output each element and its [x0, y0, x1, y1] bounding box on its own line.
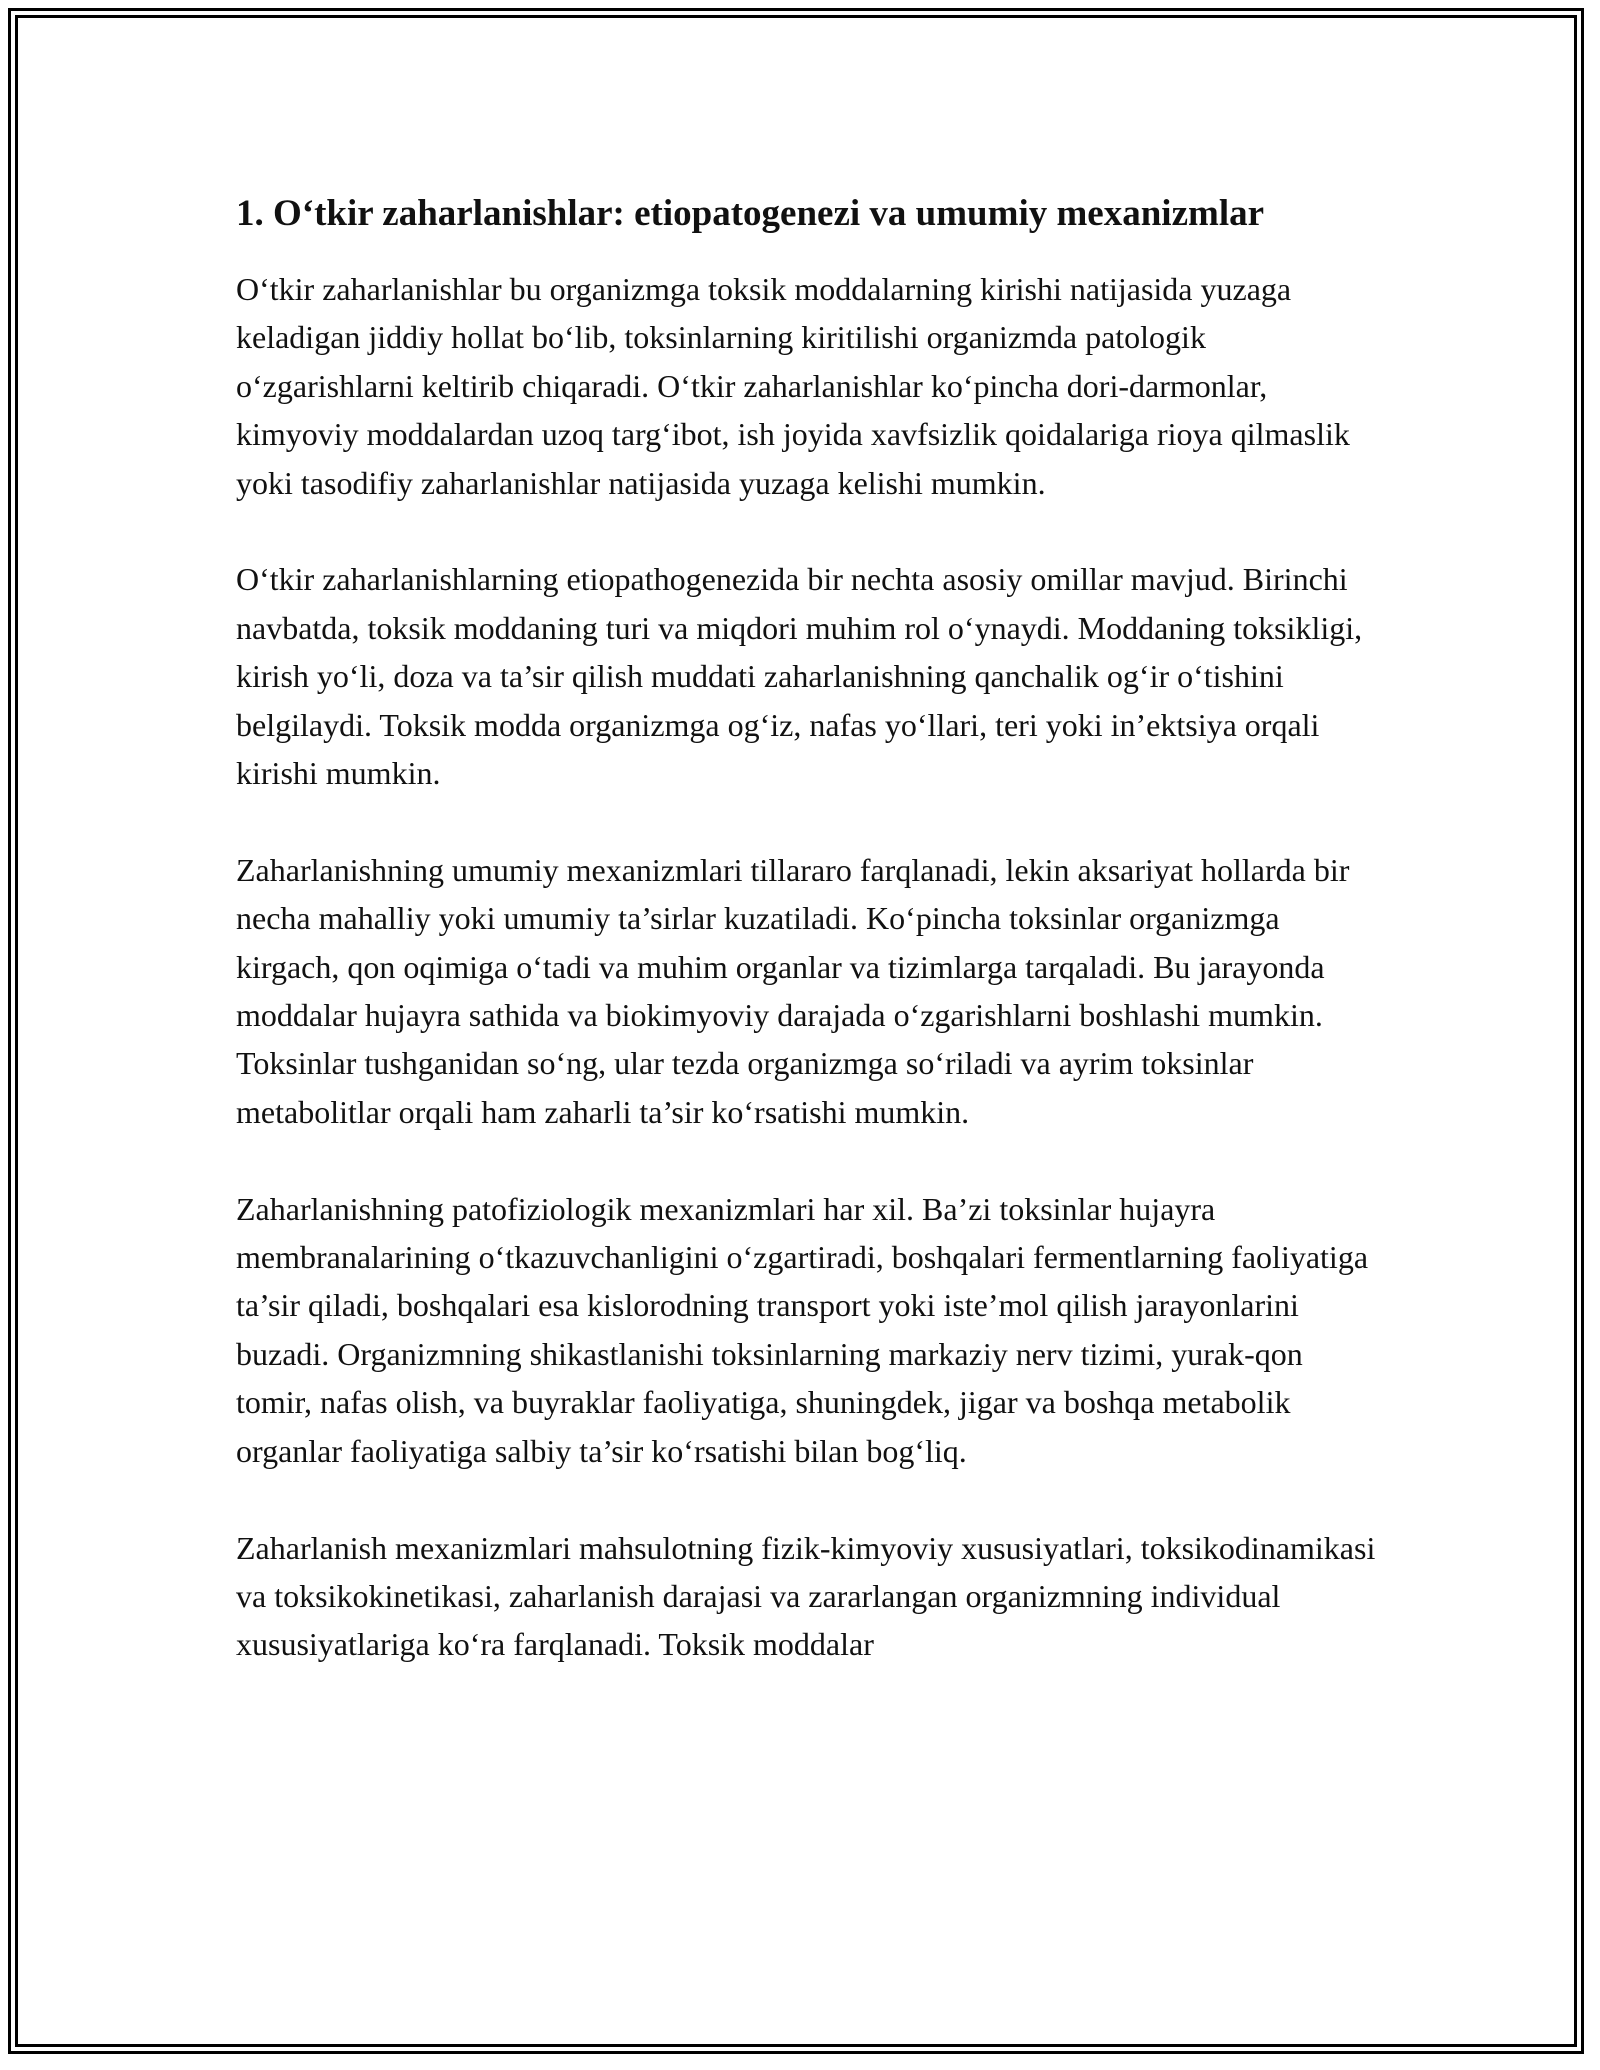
section-heading: 1. O‘tkir zaharlanishlar: etiopatogenezi va umumiy mexanizmlar	[236, 193, 1265, 234]
paragraph-1: O‘tkir zaharlanishlar bu organizmga toksik moddalarning kirishi natijasida yuzaga keladigan jiddiy hollat bo‘lib, toksinlarning kiritilishi organizmda patologik o‘zgarishlarni keltirib chiqaradi. O‘tkir zaharlanishlar ko‘pincha dori-darmonlar, kimyoviy moddalardan uzoq targ‘ibot, ish joyida xavfsizlik qoidalariga rioya qilmaslik yoki tasodifiy zaharlanishlar natijasida yuzaga kelishi mumkin.	[236, 271, 1350, 501]
document-body	[236, 186, 1376, 1717]
paragraph-4: Zaharlanishning patofiziologik mexanizmlari har xil. Ba’zi toksinlar hujayra membranalarining o‘tkazuvchanligini o‘zgartiradi, boshqalari fermentlarning faoliyatiga ta’sir qiladi, boshqalari esa kislorodning transport yoki iste’mol qilish jarayonlarini buzadi. Organizmning shikastlanishi toksinlarning markaziy nerv tizimi, yurak-qon tomir, nafas olish, va buyraklar faoliyatiga, shuningdek, jigar va boshqa metabolik organlar faoliyatiga salbiy ta’sir ko‘rsatishi bilan bog‘liq.	[236, 1190, 1369, 1469]
paragraph-5: Zaharlanish mexanizmlari mahsulotning fizik-kimyoviy xususiyatlari, toksikodinamikasi va toksikokinetikasi, zaharlanish darajasi va zararlangan organizmning individual xususiyatlariga ko‘ra farqlanadi. Toksik moddalar	[236, 1529, 1376, 1663]
paragraph-2: O‘tkir zaharlanishlarning etiopathogenezida bir nechta asosiy omillar mavjud. Birinchi navbatda, toksik moddaning turi va miqdori muhim rol o‘ynaydi. Moddaning toksikligi, kirish yo‘li, doza va ta’sir qilish muddati zaharlanishning qanchalik og‘ir o‘tishini belgilaydi. Toksik modda organizmga og‘iz, nafas yo‘llari, teri yoki in’ektsiya orqali kirishi mumkin.	[236, 561, 1363, 792]
paragraph-3: Zaharlanishning umumiy mexanizmlari tillararo farqlanadi, lekin aksariyat hollarda bir necha mahalliy yoki umumiy ta’sirlar kuzatiladi. Ko‘pincha toksinlar organizmga kirgach, qon oqimiga o‘tadi va muhim organlar va tizimlarga tarqaladi. Bu jarayonda moddalar hujayra sathida va biokimyoviy darajada o‘zgarishlarni boshlashi mumkin. Toksinlar tushganidan so‘ng, ular tezda organizmga so‘riladi va ayrim toksinlar metabolitlar orqali ham zaharli ta’sir ko‘rsatishi mumkin.	[236, 851, 1350, 1130]
